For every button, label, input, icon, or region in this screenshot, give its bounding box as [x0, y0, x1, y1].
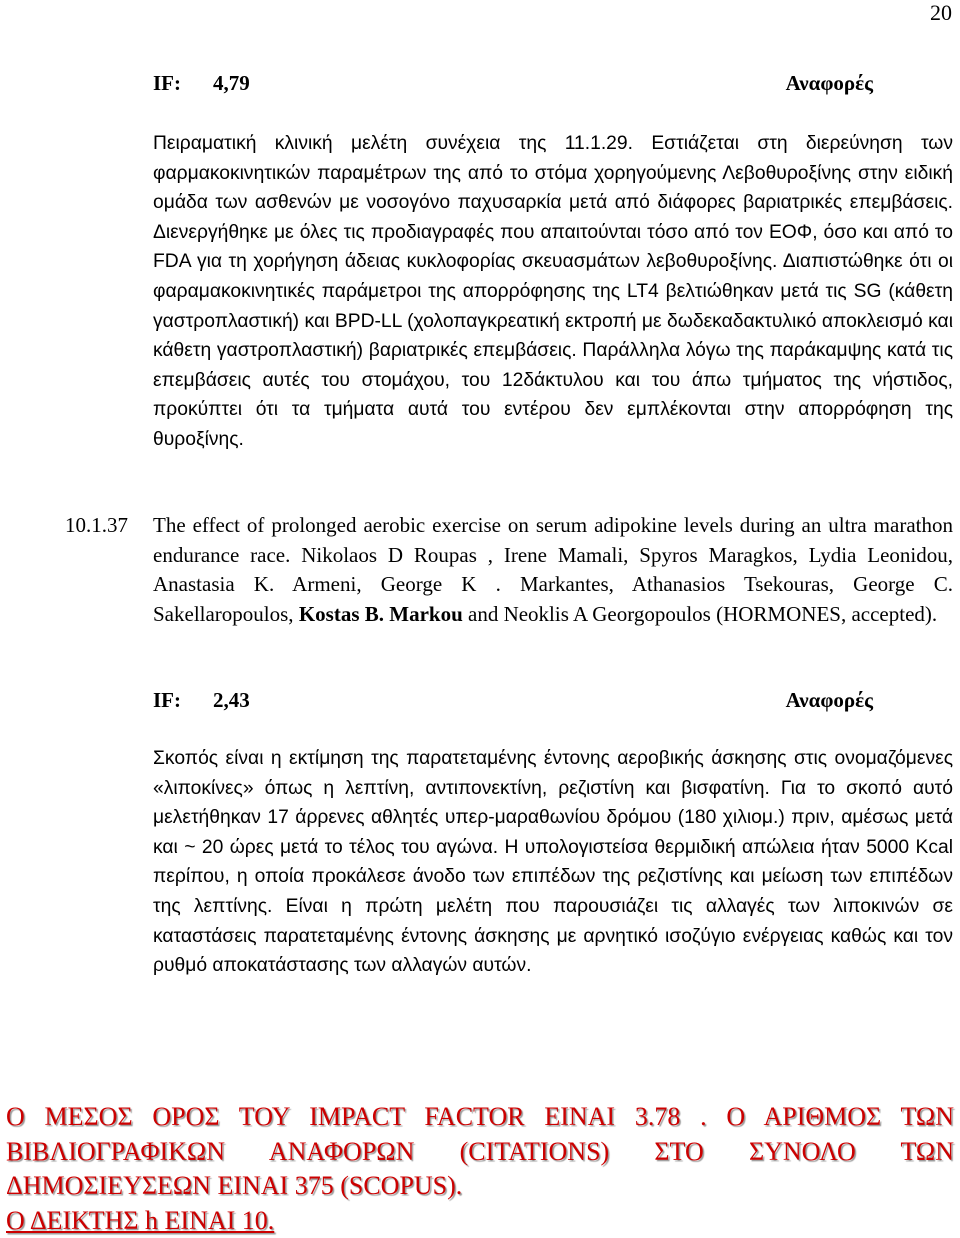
citation-authors-title: The effect of prolonged aerobic exercise on serum adipokine levels during an ultra marathon endurance race. Nikolaos D Roupas , Irene Mamali, Spyros Maragkos, Lydia Leonidou, Anastasia K. Armeni, George K . Markantes, Athanasios Tsekouras, George C. Sakellaropoulos, [153, 513, 953, 626]
references-label: Αναφορές [786, 71, 873, 96]
publication-number: 10.1.37 [65, 511, 128, 541]
study-description-1: Πειραματική κλινική μελέτη συνέχεια της 11.1.29. Εστιάζεται στη διερεύνηση των φαρμακοκινητικών παραμέτρων της από το στόμα χορηγούμενης Λεβοθυροξίνης στην ειδική ομάδα των ασθενών με νοσογόνο παχυσαρκία μετά από διάφορες βαριατρικές επεμβάσεις. Διενεργήθηκε με όλες τις προδιαγραφές που απαιτούνται τόσο από τον ΕΟΦ, όσο και από το FDA για τη χορήγηση άδειας κυκλοφορίας σκευασμάτων λεβοθυροξίνης. Διαπιστώθηκε ότι οι φαραμακοκινητικές παράμετροι της απορρόφησης της LT4 βελτιώθηκαν μετά τις SG (κάθετη γαστροπλαστική) και BPD-LL (χολοπαγκρεατική εκτροπή με δωδεκαδακτυλικό αποκλεισμό και κάθετη γαστροπλαστική) βαριατρικές επεμβάσεις. Παράλληλα λόγω της παράκαμψης κατά τις επεμβάσεις αυτές του στομάχου, του 12δάκτυλου και του άπω τμήματος της νήστιδος, προκύπτει ότι τα τμήματα αυτά του εντέρου δεν εμπλέκονται στην απορρόφηση της θυροξίνης. [153, 129, 953, 455]
highlighted-author: Kostas B. Markou [299, 602, 463, 626]
citation-journal: and Neoklis A Georgopoulos (HORMONES, accepted). [468, 602, 937, 626]
summary-block [6, 1100, 954, 1238]
if-label: IF: [153, 688, 181, 712]
impact-factor-2 [153, 688, 250, 713]
study-description-2: Σκοπός είναι η εκτίμηση της παρατεταμένης έντονης αεροβικής άσκησης στις ονομαζόμενες «λιποκίνες» όπως η λεπτίνη, αντιπονεκτίνη, ρεζιστίνη και βισφατίνη. Για το σκοπό αυτό μελετήθηκαν 17 άρρενες αθλητές υπερ-μαραθωνίου δρόμου (180 χιλιομ.) πριν, αμέσως μετά και ~ 20 ώρες μετά το τέλος του αγώνα. Η υπολογιστείσα θερμιδική απώλεια ήταν 5000 Kcal περίπου, η οποία προκάλεσε άνοδο των επιπέδων της ρεζιστίνης και μείωση των επιπέδων της λεπτίνης. Είναι η πρώτη μελέτη που παρουσιάζει τις αλλαγές των λιποκινών σε καταστάσεις παρατεταμένης έντονης άσκησης με αρνητικό ισοζύγιο ενέργειας καθώς και τον ρυθμό αποκατάστασης των αλλαγών αυτών. [153, 744, 953, 981]
impact-factor-line-1 [153, 71, 873, 96]
impact-factor-summary: Ο ΜΕΣΟΣ ΟΡΟΣ ΤΟΥ IMPACT FACTOR ΕΙΝΑΙ 3.78 . Ο ΑΡΙΘΜΟΣ ΤΩΝ ΒΙΒΛΙΟΓΡΑΦΙΚΩΝ ΑΝΑΦΟΡΩΝ (CITATIONS) ΣΤΟ ΣΥΝΟΛΟ ΤΩΝ ΔΗΜΟΣΙΕΥΣΕΩΝ ΕΙΝΑΙ 375 (SCOPUS). [6, 1100, 954, 1204]
if-value: 2,43 [213, 688, 250, 712]
page-number: 20 [930, 0, 952, 26]
if-label: IF: [153, 71, 181, 95]
impact-factor-line-2 [153, 688, 873, 713]
impact-factor-1 [153, 71, 250, 96]
publication-citation [153, 511, 953, 629]
references-label: Αναφορές [786, 688, 873, 713]
h-index-line: Ο ΔΕΙΚΤΗΣ h ΕΙΝΑΙ 10. [6, 1204, 954, 1238]
if-value: 4,79 [213, 71, 250, 95]
